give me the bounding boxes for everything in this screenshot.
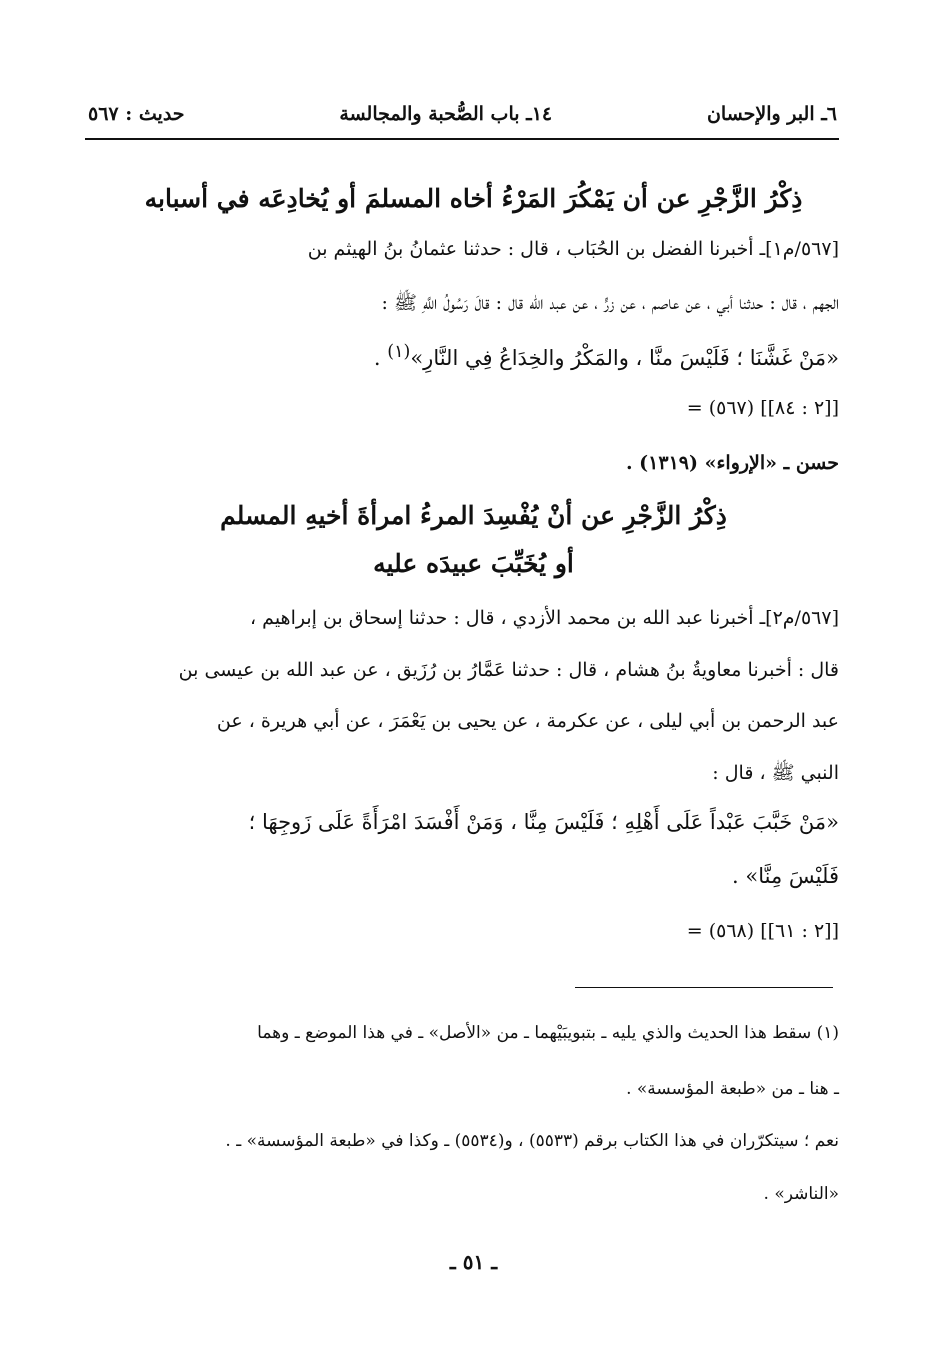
header-rule bbox=[85, 138, 839, 140]
section1-ref: = (٥٦٧) [[٢ : ٨٤]] bbox=[686, 397, 839, 419]
running-header bbox=[88, 96, 837, 132]
header-section: ١٤ـ باب الصُّحبة والمجالسة bbox=[339, 103, 553, 125]
footnote-rule bbox=[575, 987, 833, 988]
footnote-marker: (١) bbox=[387, 342, 411, 362]
section1-matn-end: . bbox=[373, 346, 388, 370]
footnote2-line2: «الناشر» . bbox=[763, 1184, 839, 1204]
section2-isnad-line1: [٥٦٧/م٢]ـ أخبرنا عبد الله بن محمد الأزدي ، قال : حدثنا إسحاق بن إبراهيم ، bbox=[250, 607, 839, 629]
section2-isnad-line2: قال : أخبرنا معاويةُ بنُ هشام ، قال : حدثنا عَمَّارُ بن رُزَيق ، عن عبد الله بن عيسى بن bbox=[178, 659, 839, 681]
page-number: ـ ٥١ ـ bbox=[449, 1250, 498, 1274]
section2-isnad-line3: عبد الرحمن بن أبي ليلى ، عن عكرمة ، عن يحيى بن يَعْمَرَ ، عن أبي هريرة ، عن bbox=[216, 710, 839, 732]
section1-matn-text: «مَنْ غَشَّنَا ؛ فَلَيْسَ منَّا ، والمَكْرُ والخِدَاعُ فِي النَّارِ» bbox=[410, 346, 839, 370]
section2-heading-line1: ذِكْرُ الزَّجْرِ عن أنْ يُفْسِدَ المرءُ امرأةَ أخيهِ المسلم bbox=[220, 501, 727, 530]
section2-ref: = (٥٦٨) [[٢ : ٦١]] bbox=[686, 920, 839, 942]
section1-matn bbox=[88, 340, 839, 373]
section1-grade: حسن ـ «الإرواء» (١٣١٩) . bbox=[625, 452, 839, 474]
section2-matn-line1: «مَنْ خَبَّبَ عَبْداً عَلَى أَهْلِهِ ؛ فَلَيْسَ مِنَّا ، وَمَنْ أَفْسَدَ امْرَأَةً عَلَى زَوجِهَا ؛ bbox=[248, 810, 839, 834]
section2-heading-line2: أو يُخَبِّبَ عبيدَه عليه bbox=[373, 549, 574, 578]
footnote2-line1: نعم ؛ سيتكرّران في هذا الكتاب برقم (٥٥٣٣) ، و(٥٥٣٤) ـ وكذا في «طبعة المؤسسة» ـ . bbox=[225, 1131, 839, 1151]
section1-isnad-line2: الجهم ، قال : حدثنا أبي ، عن عاصم ، عن زرٍّ ، عن عبد الله قال : قالَ رَسُولُ اللَّهِ ﷺ : bbox=[381, 292, 839, 314]
section1-isnad-line1: [٥٦٧/م١]ـ أخبرنا الفضل بن الحُبَاب ، قال : حدثنا عثمانُ بنُ الهيثم بن bbox=[307, 238, 839, 260]
header-chapter: ٦ـ البر والإحسان bbox=[706, 103, 837, 125]
section2-matn-line2: فَلَيْسَ مِنَّا» . bbox=[732, 864, 839, 888]
section2-isnad-line4: النبي ﷺ ، قال : bbox=[712, 762, 839, 784]
footnote1-line1: (١) سقط هذا الحديث والذي يليه ـ بتبويبَيْهما ـ من «الأصل» ـ في هذا الموضع ـ وهما bbox=[257, 1023, 839, 1043]
header-hadith-number: حديث : ٥٦٧ bbox=[88, 103, 185, 125]
footnote1-line2: ـ هنا ـ من «طبعة المؤسسة» . bbox=[626, 1079, 839, 1099]
section1-heading: ذِكْرُ الزَّجْرِ عن أن يَمْكُرَ المَرْءُ أخاه المسلمَ أو يُخادِعَه في أسبابه bbox=[144, 184, 803, 213]
